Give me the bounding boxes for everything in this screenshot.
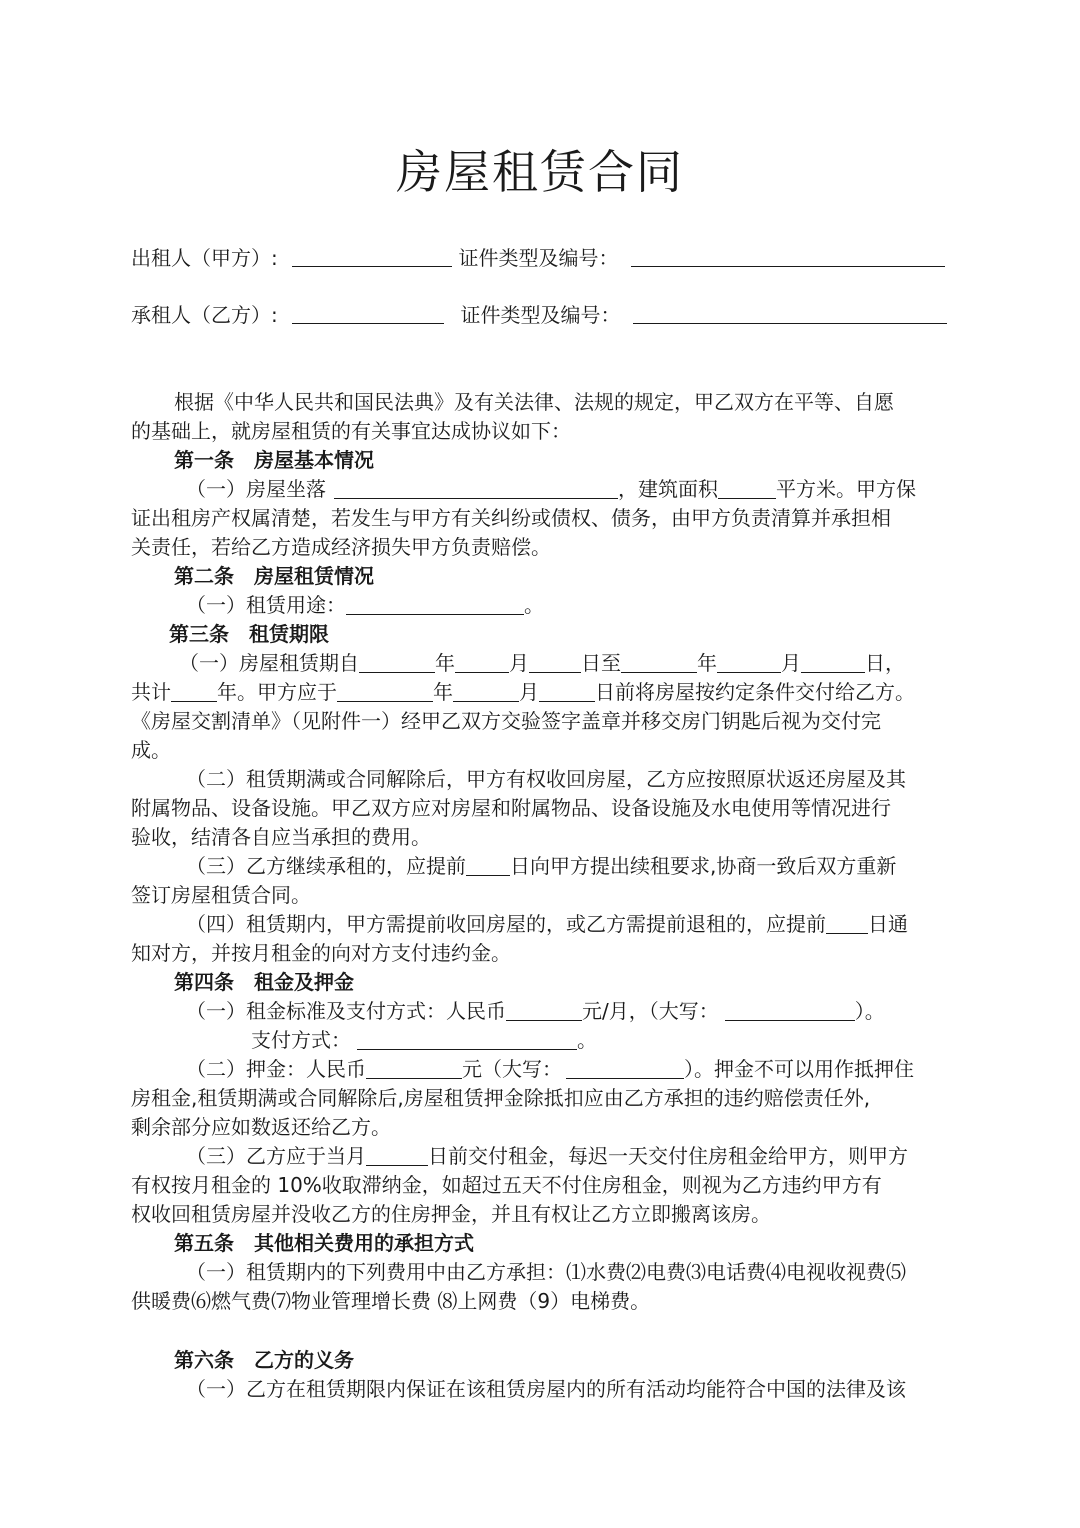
- article-4-para-1-line-2: [131, 1026, 951, 1055]
- article-1-heading: 第一条 房屋基本情况: [174, 448, 374, 472]
- text: （一）租金标准及支付方式：人民币: [186, 999, 506, 1023]
- article-4-para-2-line-2: 房租金,租赁期满或合同解除后,房屋租赁押金除抵扣应由乙方承担的违约赔偿责任外,: [131, 1086, 871, 1110]
- end-day-blank[interactable]: [801, 652, 865, 673]
- text: （三）乙方应于当月: [186, 1144, 366, 1168]
- text: 日前交付租金，每迟一天交付住房租金给甲方，则甲方: [428, 1144, 908, 1168]
- article-5-heading: 第五条 其他相关费用的承担方式: [174, 1231, 474, 1255]
- article-1-para-1-line-2: 证出租房产权属清楚，若发生与甲方有关纠纷或债权、债务，由甲方负责清算并承担相: [131, 506, 891, 530]
- text: 年: [435, 651, 455, 675]
- text: 共计: [131, 680, 171, 704]
- text: 月: [519, 680, 539, 704]
- deposit-amount-blank[interactable]: [366, 1058, 462, 1079]
- text: 月: [781, 651, 801, 675]
- text: ）。: [854, 999, 885, 1023]
- total-years-blank[interactable]: [171, 681, 217, 702]
- end-month-blank[interactable]: [717, 652, 781, 673]
- usage-blank[interactable]: [346, 594, 524, 615]
- payment-method-blank[interactable]: [357, 1029, 577, 1050]
- text: 年: [433, 680, 453, 704]
- lessor-name-blank[interactable]: [292, 246, 452, 267]
- article-4-para-2-line-3: 剩余部分应如数返还给乙方。: [131, 1115, 391, 1139]
- address-blank[interactable]: [334, 478, 618, 499]
- article-3-para-1-line-2: [131, 678, 951, 707]
- notice-days-blank[interactable]: [826, 913, 868, 934]
- renewal-days-blank[interactable]: [466, 855, 510, 876]
- article-4-para-2: [131, 1055, 951, 1084]
- article-1-para-1-line-3: 关责任，若给乙方造成经济损失甲方负责赔偿。: [131, 535, 551, 559]
- text: （一）房屋坐落: [186, 477, 326, 501]
- article-4-para-1: [131, 997, 951, 1026]
- article-3-heading: 第三条 租赁期限: [169, 622, 329, 646]
- lessee-id-blank[interactable]: [633, 303, 947, 324]
- start-day-blank[interactable]: [529, 652, 581, 673]
- article-3-para-2-line-2: 附属物品、设备设施。甲乙双方应对房屋和附属物品、设备设施及水电使用等情况进行: [131, 796, 891, 820]
- text: 日至: [581, 651, 621, 675]
- deposit-uppercase-blank[interactable]: [566, 1058, 684, 1079]
- article-3-para-1: [131, 649, 951, 678]
- text: 日前将房屋按约定条件交付给乙方。: [595, 680, 915, 704]
- start-year-blank[interactable]: [359, 652, 435, 673]
- text: 日通: [868, 912, 908, 936]
- text: （一）租赁用途：: [186, 593, 346, 617]
- text: （四）租赁期内，甲方需提前收回房屋的，或乙方需提前退租的，应提前: [186, 912, 826, 936]
- rent-uppercase-blank[interactable]: [725, 1000, 855, 1021]
- delivery-year-blank[interactable]: [337, 681, 433, 702]
- text: （二）押金：人民币: [186, 1057, 366, 1081]
- text: （一）房屋租赁期自: [179, 651, 359, 675]
- text: 平方米。甲方保: [776, 477, 916, 501]
- text: 。: [577, 1028, 597, 1052]
- text: （三）乙方继续承租的，应提前: [186, 854, 466, 878]
- article-3-para-3: [131, 852, 951, 881]
- rent-amount-blank[interactable]: [506, 1000, 582, 1021]
- article-3-para-1-line-4: 成。: [131, 738, 171, 762]
- delivery-month-blank[interactable]: [453, 681, 519, 702]
- article-5-para-1-line-2: 供暖费⑹燃气费⑺物业管理增长费 ⑻上网费（9）电梯费。: [131, 1289, 651, 1313]
- text: 年。甲方应于: [217, 680, 337, 704]
- lessee-row: [131, 300, 947, 330]
- lessor-label: 出租人（甲方）:: [131, 246, 278, 270]
- end-year-blank[interactable]: [621, 652, 697, 673]
- text: 元（大写：: [462, 1057, 562, 1081]
- text: 元/月，（大写：: [582, 999, 719, 1023]
- text: ）。押金不可以用作抵押住: [684, 1057, 914, 1081]
- rent-due-day-blank[interactable]: [366, 1145, 428, 1166]
- delivery-day-blank[interactable]: [539, 681, 595, 702]
- article-6-para-1-line-1: （一）乙方在租赁期限内保证在该租赁房屋内的所有活动均能符合中国的法律及该: [186, 1377, 906, 1401]
- intro-line-1: 根据《中华人民共和国民法典》及有关法律、法规的规定，甲乙双方在平等、自愿: [174, 390, 894, 414]
- lessor-id-label: 证件类型及编号：: [458, 246, 619, 270]
- text: 日，: [865, 651, 905, 675]
- text: 日向甲方提出续租要求,协商一致后双方重新: [510, 854, 897, 878]
- article-3-para-2-line-1: （二）租赁期满或合同解除后，甲方有权收回房屋，乙方应按照原状返还房屋及其: [186, 767, 906, 791]
- text: 。: [524, 593, 544, 617]
- lessor-id-blank[interactable]: [631, 246, 945, 267]
- lessee-label: 承租人（乙方）:: [131, 303, 278, 327]
- document-title: 房屋租赁合同: [396, 145, 684, 199]
- article-2-para-1: [131, 591, 951, 620]
- article-3-para-3-line-2: 签订房屋租赁合同。: [131, 883, 311, 907]
- article-4-heading: 第四条 租金及押金: [174, 970, 354, 994]
- article-5-para-1-line-1: （一）租赁期内的下列费用中由乙方承担：⑴水费⑵电费⑶电话费⑷电视收视费⑸: [186, 1260, 906, 1284]
- text: 月: [509, 651, 529, 675]
- lessee-name-blank[interactable]: [292, 303, 444, 324]
- article-1-para-1: [131, 475, 951, 504]
- article-3-para-2-line-3: 验收，结清各自应当承担的费用。: [131, 825, 431, 849]
- text: ，建筑面积: [618, 477, 718, 501]
- article-2-heading: 第二条 房屋租赁情况: [174, 564, 374, 588]
- article-4-para-3: [131, 1142, 951, 1171]
- area-blank[interactable]: [718, 478, 776, 499]
- start-month-blank[interactable]: [455, 652, 509, 673]
- article-3-para-4-line-2: 知对方，并按月租金的向对方支付违约金。: [131, 941, 511, 965]
- text: 年: [697, 651, 717, 675]
- article-4-para-3-line-3: 权收回租赁房屋并没收乙方的住房押金，并且有权让乙方立即搬离该房。: [131, 1202, 771, 1226]
- article-4-para-3-line-2: 有权按月租金的 10%收取滞纳金，如超过五天不付住房租金，则视为乙方违约甲方有: [131, 1173, 882, 1197]
- article-3-para-4: [131, 910, 951, 939]
- article-3-para-1-line-3: 《房屋交割清单》（见附件一）经甲乙双方交验签字盖章并移交房门钥匙后视为交付完: [131, 709, 881, 733]
- lessee-id-label: 证件类型及编号：: [460, 303, 621, 327]
- article-6-heading: 第六条 乙方的义务: [174, 1348, 354, 1372]
- intro-line-2: 的基础上，就房屋租赁的有关事宜达成协议如下：: [131, 419, 571, 443]
- text: 支付方式：: [251, 1028, 351, 1052]
- lessor-row: [131, 243, 945, 273]
